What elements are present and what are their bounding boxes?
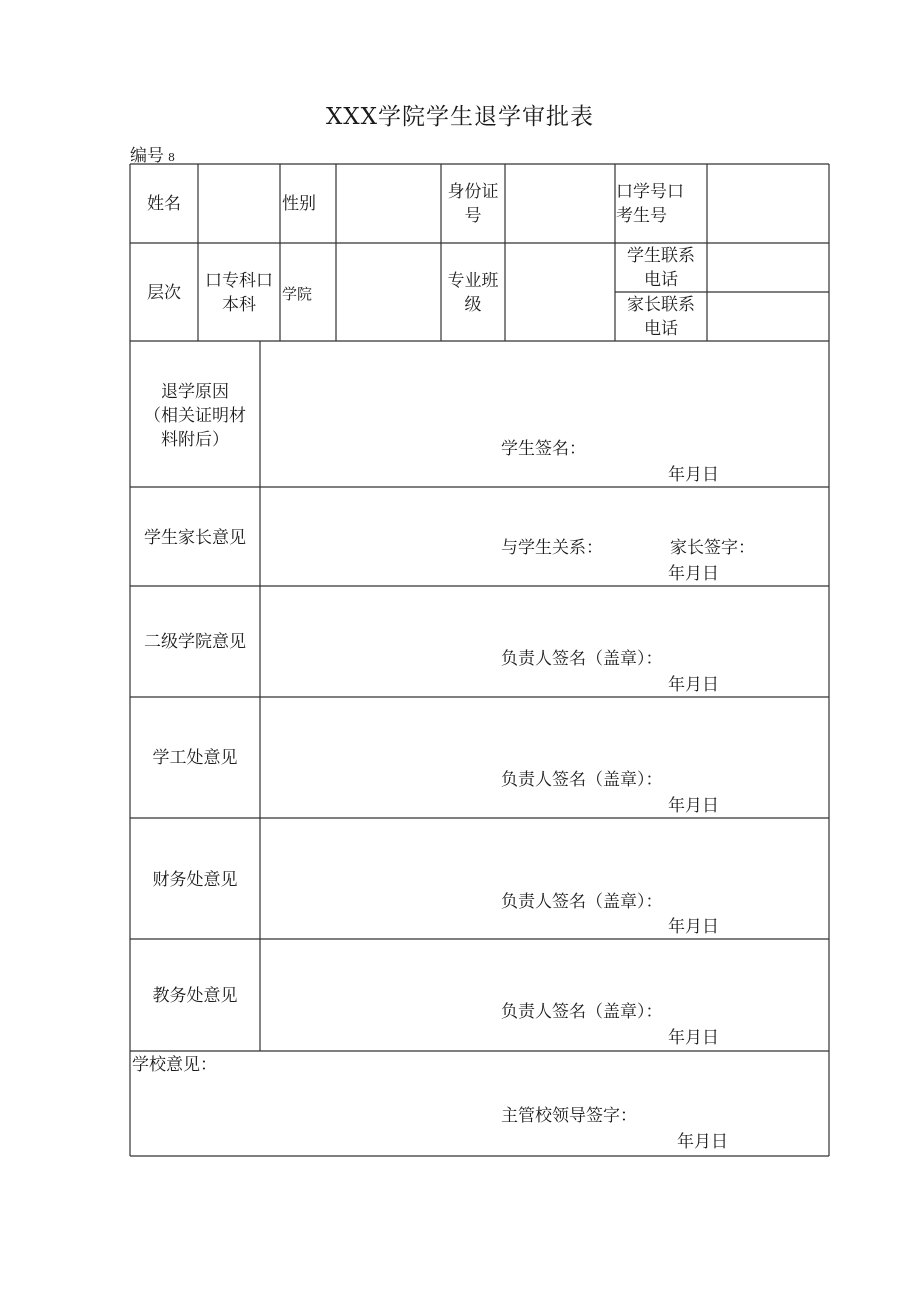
student-no-label-line-1: 口学号口 — [616, 182, 684, 202]
college-signature-label: 负责人签名（盖章）： — [501, 649, 663, 669]
academic-label: 教务处意见 — [152, 986, 238, 1006]
student-phone-label — [615, 244, 707, 292]
academic-date: 年月日 — [668, 1028, 719, 1048]
major-class-label — [441, 269, 505, 317]
reason-field[interactable] — [262, 343, 827, 433]
reason-label-line-2: （相关证明材 — [144, 406, 246, 426]
parent-opinion-field[interactable] — [262, 489, 827, 533]
parent-phone-label — [615, 293, 707, 341]
student-phone-field[interactable] — [707, 245, 829, 291]
finance-label: 财务处意见 — [152, 870, 238, 890]
name-field[interactable] — [198, 166, 280, 242]
college-opinion-label: 二级学院意见 — [144, 632, 246, 652]
school-leader-signature-label: 主管校领导签字： — [501, 1106, 637, 1126]
form-title: XXX学院学生退学审批表 — [325, 104, 595, 130]
serial-label: 编号 — [130, 146, 164, 166]
finance-date: 年月日 — [668, 917, 719, 937]
school-opinion-label: 学校意见： — [132, 1055, 217, 1075]
student-no-label — [616, 180, 684, 228]
level-option-line-1: 口专科口 — [205, 271, 273, 291]
major-label-line-1: 专业班 — [447, 271, 499, 291]
college-opinion-field[interactable] — [262, 588, 827, 644]
school-opinion-field[interactable] — [132, 1078, 827, 1100]
reason-label — [130, 380, 260, 452]
student-affairs-label: 学工处意见 — [152, 748, 238, 768]
student-phone-label-line-2: 电话 — [644, 270, 678, 290]
id-number-field[interactable] — [505, 166, 615, 242]
parent-signature-label: 家长签字： — [670, 538, 755, 558]
student-affairs-signature-label: 负责人签名（盖章）： — [501, 770, 663, 790]
reason-label-line-1: 退学原因 — [161, 382, 229, 402]
academic-signature-label: 负责人签名（盖章）： — [501, 1002, 663, 1022]
college-field[interactable] — [336, 245, 441, 340]
parent-phone-label-line-1: 家长联系 — [627, 295, 695, 315]
student-no-field[interactable] — [707, 166, 829, 242]
level-label: 层次 — [147, 283, 181, 303]
name-label: 姓名 — [147, 194, 181, 214]
finance-field[interactable] — [262, 820, 827, 884]
student-signature-label: 学生签名： — [501, 439, 586, 459]
student-affairs-field[interactable] — [262, 699, 827, 763]
student-phone-label-line-1: 学生联系 — [627, 246, 695, 266]
gender-field[interactable] — [336, 166, 441, 242]
gender-label: 性别 — [282, 194, 316, 214]
school-date: 年月日 — [677, 1132, 728, 1152]
id-label-line-2: 号 — [464, 206, 482, 226]
reason-date: 年月日 — [668, 465, 719, 485]
student-no-label-line-2: 考生号 — [616, 206, 667, 226]
parent-phone-field[interactable] — [707, 294, 829, 340]
major-label-line-2: 级 — [464, 295, 482, 315]
major-class-field[interactable] — [505, 245, 615, 340]
id-number-label — [441, 180, 505, 228]
parent-phone-label-line-2: 电话 — [644, 319, 678, 339]
level-options[interactable] — [198, 269, 280, 317]
academic-field[interactable] — [262, 941, 827, 993]
finance-signature-label: 负责人签名（盖章）： — [501, 892, 663, 912]
college-date: 年月日 — [668, 675, 719, 695]
reason-label-line-3: 料附后） — [161, 430, 229, 450]
serial-value: 8 — [168, 151, 175, 164]
student-affairs-date: 年月日 — [668, 796, 719, 816]
id-label-line-1: 身份证 — [447, 182, 499, 202]
relation-label: 与学生关系： — [501, 538, 603, 558]
college-label: 学院 — [282, 285, 313, 303]
parent-opinion-label: 学生家长意见 — [144, 528, 246, 548]
parent-date: 年月日 — [668, 564, 719, 584]
level-option-line-2: 本科 — [222, 295, 256, 315]
